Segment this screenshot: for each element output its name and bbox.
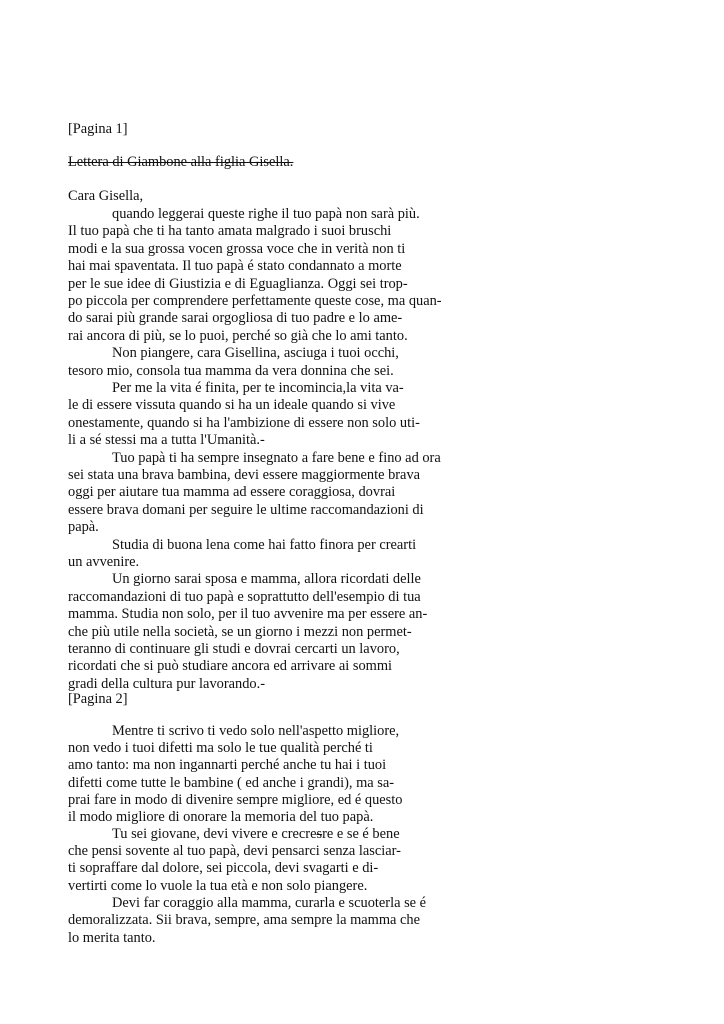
paragraph-line: Tuo papà ti ha sempre insegnato a fare bene e fino ad ora (112, 449, 441, 466)
paragraph-line: essere brava domani per seguire le ultime raccomandazioni di (68, 501, 424, 518)
paragraph-line (112, 825, 400, 843)
paragraph-line: difetti come tutte le bambine ( ed anche i grandi), ma sa- (68, 774, 395, 791)
paragraph-line: do sarai più grande sarai orgogliosa di tuo padre e lo ame- (68, 310, 403, 327)
paragraph-line: modi e la sua grossa vocen grossa voce che in verità non ti (68, 240, 406, 257)
paragraph-line: per le sue idee di Giustizia e di Eguaglianza. Oggi sei trop- (68, 275, 408, 292)
page-marker-1: [Pagina 1] (68, 121, 128, 137)
paragraph-line: un avvenire. (68, 554, 140, 570)
paragraph-line: po piccola per comprendere perfettamente queste cose, ma quan- (68, 293, 442, 309)
paragraph-line: tesoro mio, consola tua mamma da vera donnina che sei. (68, 362, 394, 379)
paragraph-line: onestamente, quando si ha l'ambizione di essere non solo uti- (68, 414, 420, 431)
paragraph-line: amo tanto: ma non ingannarti perché anche tu hai i tuoi (68, 757, 387, 774)
paragraph-line: teranno di continuare gli studi e dovrai cercarti un lavoro, (68, 641, 400, 657)
paragraph-line: mamma. Studia non solo, per il tuo avvenire ma per essere an- (68, 606, 428, 623)
paragraph-line: quando leggerai queste righe il tuo papà non sarà più. (112, 206, 420, 222)
paragraph-line: Non piangere, cara Gisellina, asciuga i tuoi occhi, (112, 345, 399, 362)
line-text-part: re e se é bene (322, 826, 400, 842)
paragraph-line: non vedo i tuoi difetti ma solo le tue qualità perché ti (68, 740, 373, 757)
paragraph-line: gradi della cultura pur lavorando.- (68, 675, 265, 692)
paragraph-line: demoralizzata. Sii brava, sempre, ama sempre la mamma che (68, 912, 421, 929)
letter-title: Lettera di Giambone alla figlia Gisella. (68, 154, 294, 170)
paragraph-line: Devi far coraggio alla mamma, curarla e scuoterla se é (112, 894, 427, 911)
paragraph-line: rai ancora di più, se lo puoi, perché so già che lo ami tanto. (68, 327, 408, 344)
paragraph-line: Un giorno sarai sposa e mamma, allora ricordati delle (112, 571, 421, 588)
paragraph-line: raccomandazioni di tuo papà e soprattutto dell'esempio di tua (68, 588, 421, 605)
paragraph-line: che pensi sovente al tuo papà, devi pensarci senza lasciar- (68, 843, 401, 859)
paragraph-line: prai fare in modo di divenire sempre migliore, ed é questo (68, 791, 403, 808)
line-text-part: Tu sei giovane, devi vivere e crecre (112, 826, 317, 842)
paragraph-line: lo merita tanto. (68, 929, 156, 946)
paragraph-line: sei stata una brava bambina, devi essere maggiormente brava (68, 467, 421, 483)
paragraph-line: vertirti come lo vuole la tua età e non solo piangere. (68, 877, 368, 894)
paragraph-line: Studia di buona lena come hai fatto finora per crearti (112, 536, 417, 553)
paragraph-line: che più utile nella società, se un giorno i mezzi non permet- (68, 623, 412, 640)
paragraph-line: hai mai spaventata. Il tuo papà é stato condannato a morte (68, 258, 402, 275)
paragraph-line: papà. (68, 519, 99, 536)
struck-letter: s (316, 826, 323, 842)
paragraph-line: Il tuo papà che ti ha tanto amata malgrado i suoi bruschi (68, 223, 392, 240)
page-marker-2: [Pagina 2] (68, 691, 128, 707)
paragraph-line: ricordati che si può studiare ancora ed arrivare ai sommi (68, 658, 393, 675)
paragraph-line: le di essere vissuta quando si ha un ideale quando si vive (68, 397, 396, 414)
paragraph-line: Mentre ti scrivo ti vedo solo nell'aspetto migliore, (112, 723, 400, 739)
paragraph-line: il modo migliore di onorare la memoria del tuo papà. (68, 809, 374, 825)
paragraph-line: li a sé stessi ma a tutta l'Umanità.- (68, 432, 265, 449)
paragraph-line: Per me la vita é finita, per te incomincia,la vita va- (112, 380, 404, 396)
salutation: Cara Gisella, (68, 188, 144, 204)
paragraph-line: ti sopraffare dal dolore, sei piccola, devi svagarti e di- (68, 860, 379, 877)
paragraph-line: oggi per aiutare tua mamma ad essere coraggiosa, dovrai (68, 484, 396, 501)
